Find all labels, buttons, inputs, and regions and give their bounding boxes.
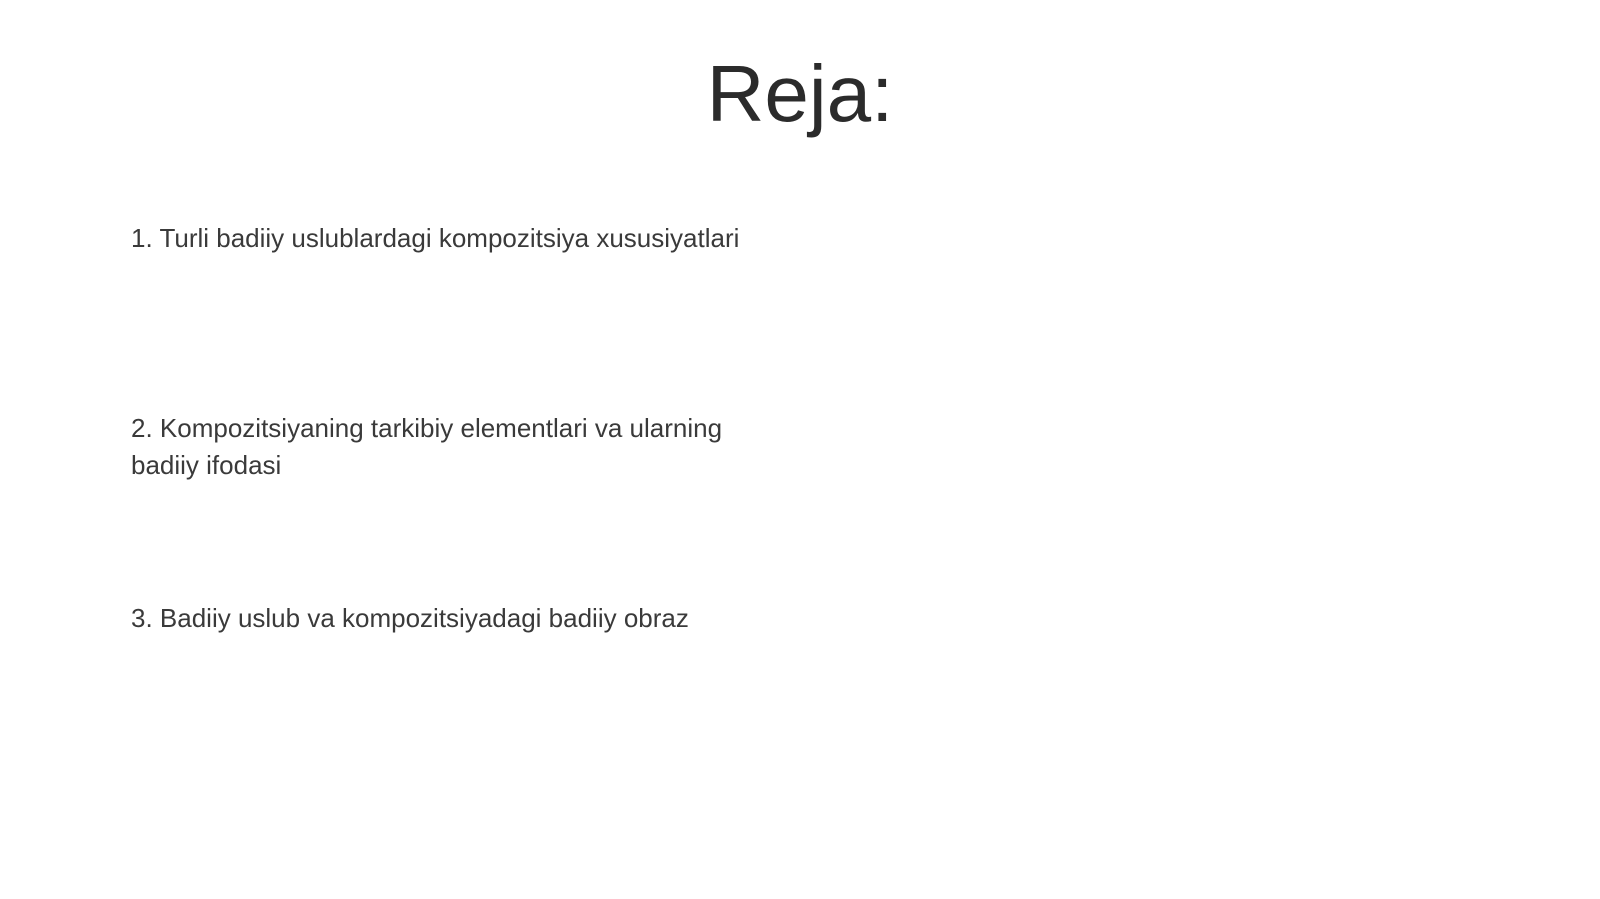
slide-title: Reja: [706,49,894,138]
plan-item-1: 1. Turli badiiy uslublardagi kompozitsiya xususiyatlari [131,223,740,253]
plan-item-3: 3. Badiiy uslub va kompozitsiyadagi badiiy obraz [131,603,689,633]
plan-item-2: 2. Kompozitsiyaning tarkibiy elementlari va ularning badiiy ifodasi [131,413,723,480]
